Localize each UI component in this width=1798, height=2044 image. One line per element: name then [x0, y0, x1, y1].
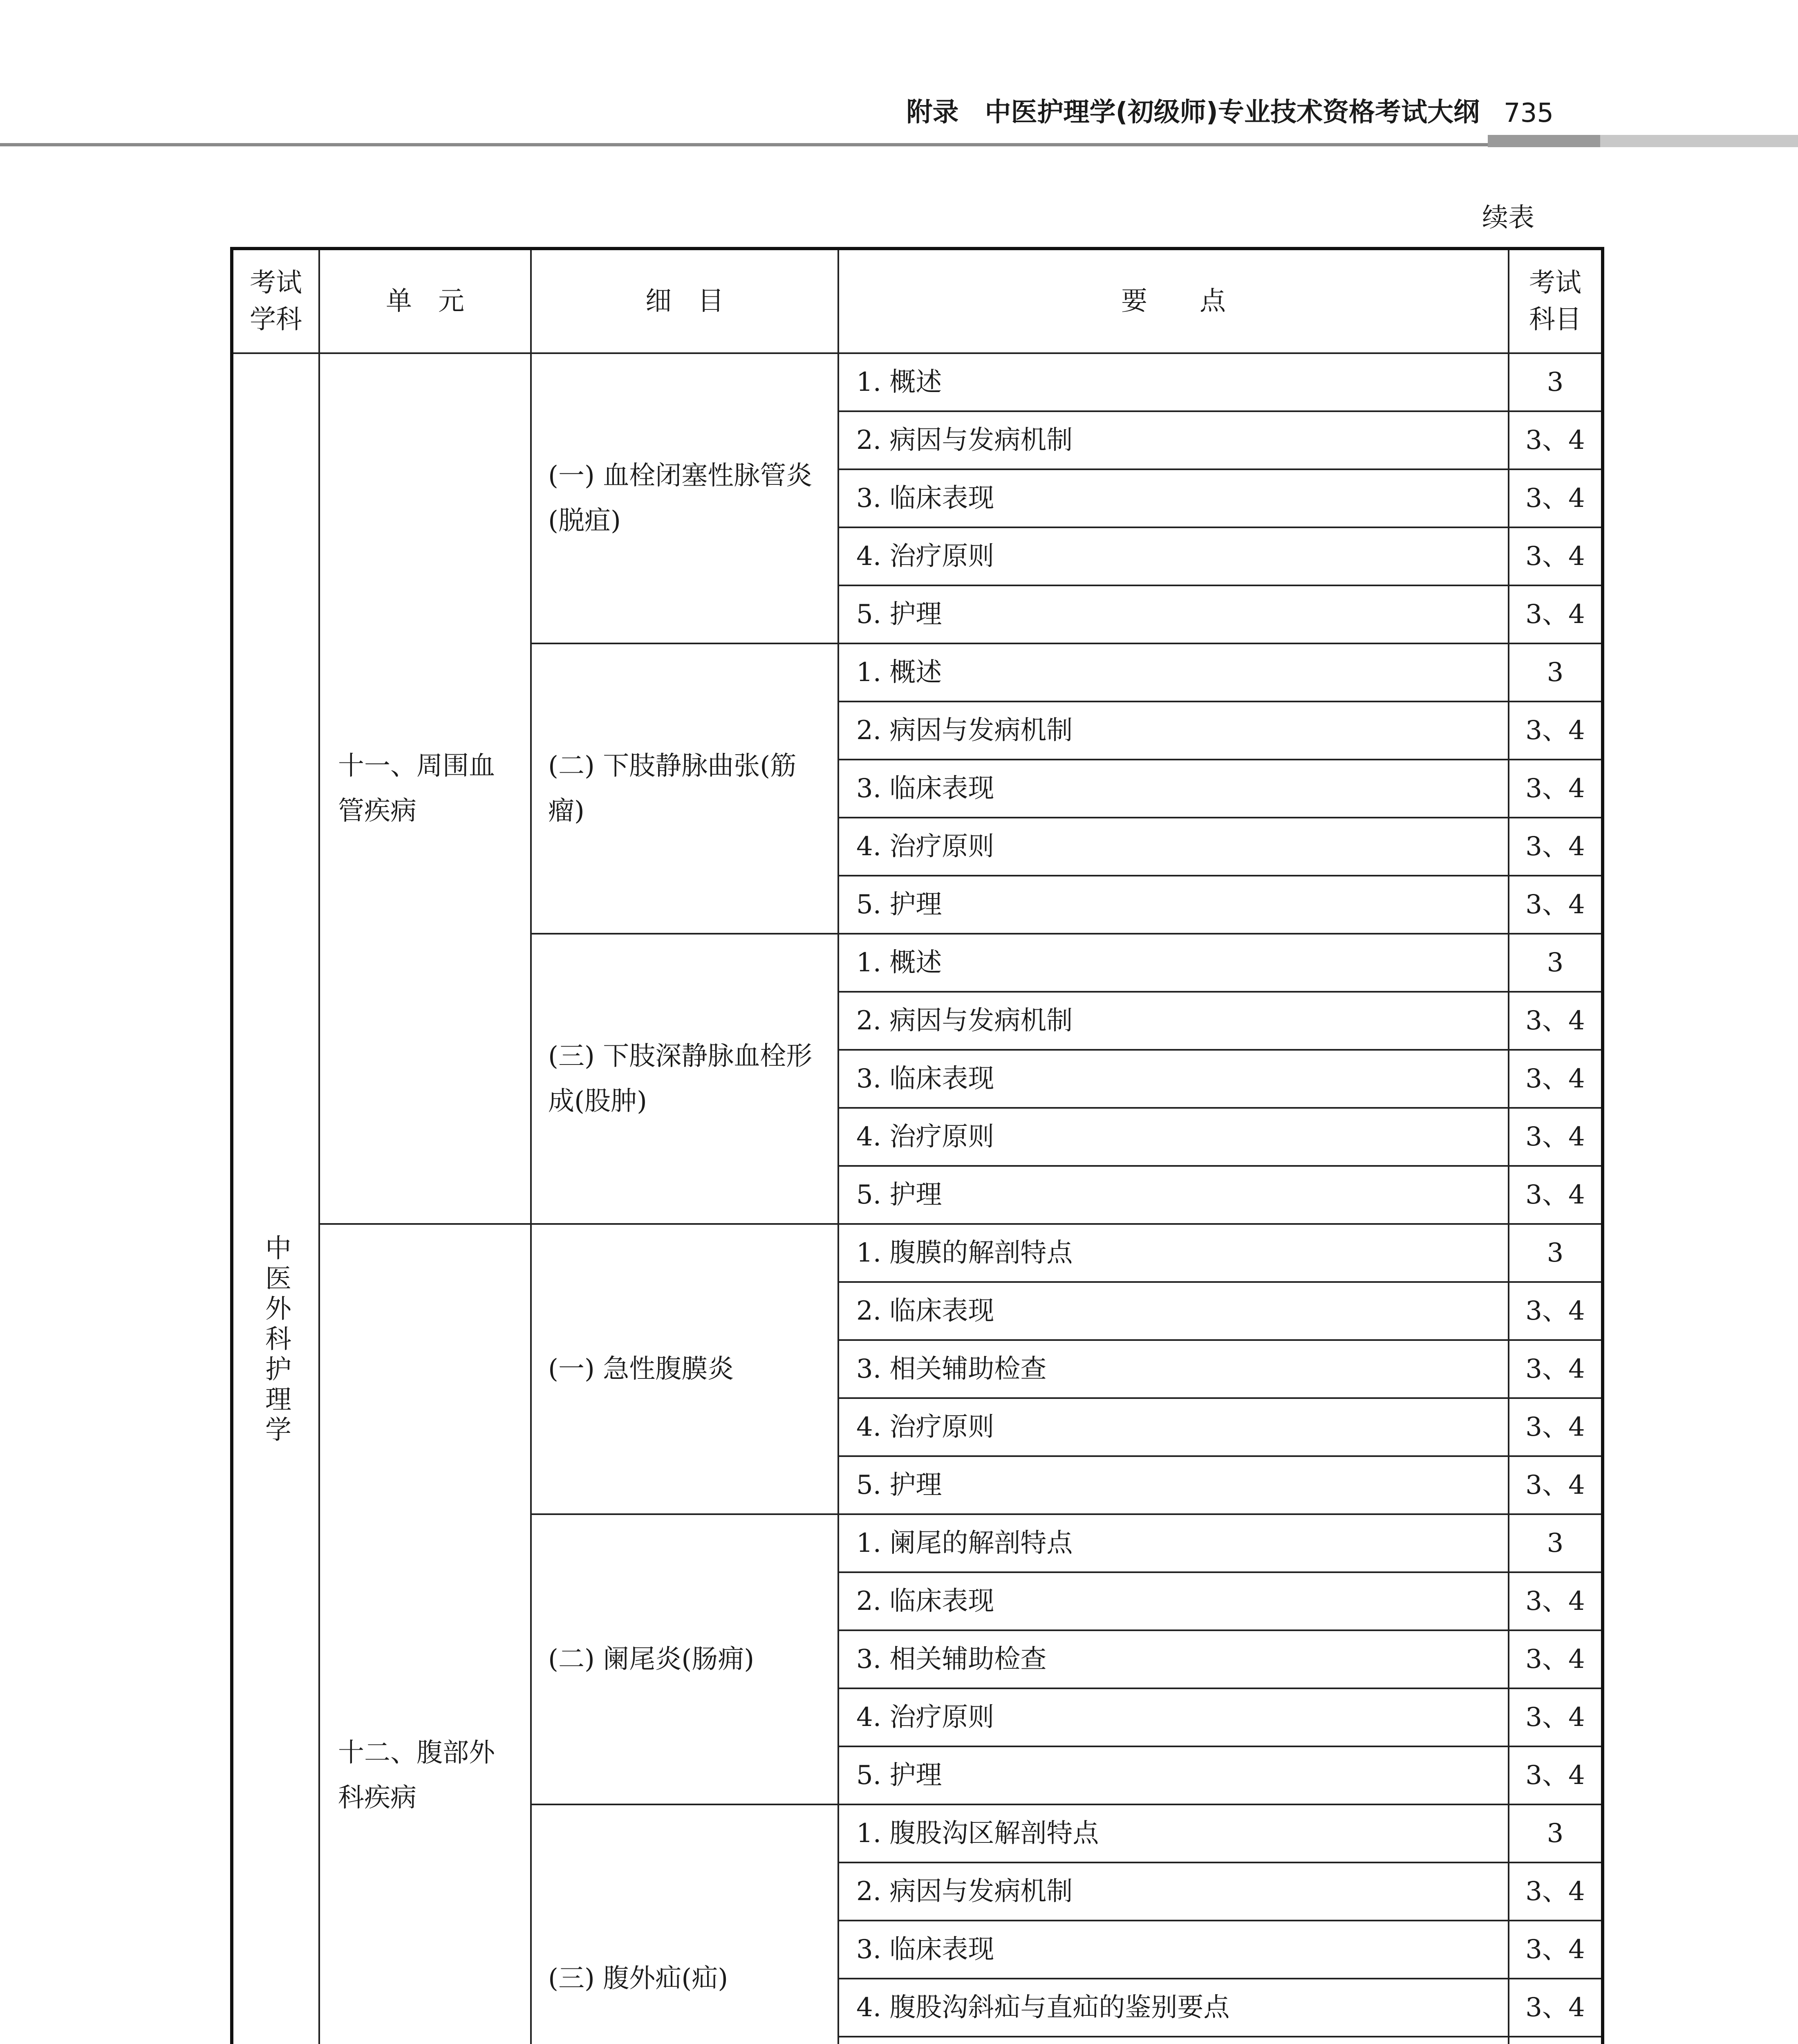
- point-cell: 3. 相关辅助检查: [838, 1630, 1509, 1688]
- level-cell: [1509, 2037, 1603, 2044]
- level-cell: 3、4: [1509, 469, 1603, 527]
- point-cell: 4. 治疗原则: [838, 1398, 1509, 1456]
- point-cell: 3. 临床表现: [838, 1050, 1509, 1108]
- table-body: [232, 353, 1603, 2044]
- header-accent-bar-light: [1600, 135, 1798, 147]
- point-cell: 5. 护理: [838, 1166, 1509, 1224]
- point-cell: 1. 腹膜的解剖特点: [838, 1224, 1509, 1282]
- point-cell: 2. 临床表现: [838, 1282, 1509, 1340]
- header-unit: 单 元: [319, 249, 531, 353]
- point-cell: 2. 病因与发病机制: [838, 702, 1509, 760]
- point-cell: 1. 概述: [838, 643, 1509, 702]
- item-cell: (三) 腹外疝(疝): [531, 1804, 838, 2044]
- unit-cell: 十二、腹部外科疾病: [319, 1224, 531, 2044]
- level-cell: 3、4: [1509, 1108, 1603, 1166]
- level-cell: 3、4: [1509, 1630, 1603, 1688]
- unit-cell: 十一、周围血管疾病: [319, 353, 531, 1224]
- point-cell: 3. 相关辅助检查: [838, 1340, 1509, 1398]
- point-cell: 5. 护理: [838, 876, 1509, 934]
- running-header-title: 附录 中医护理学(初级师)专业技术资格考试大纲: [906, 97, 1480, 128]
- subject-cell: 中医外科护理学: [232, 353, 319, 2044]
- level-cell: 3、4: [1509, 1979, 1603, 2037]
- level-cell: 3: [1509, 1804, 1603, 1862]
- level-cell: 3: [1509, 1224, 1603, 1282]
- page-number: 735: [1503, 98, 1554, 128]
- continued-label: 续表: [1482, 203, 1534, 233]
- point-cell: 4. 治疗原则: [838, 1108, 1509, 1166]
- header-subject: 考试学科: [232, 249, 319, 353]
- header-accent-bar: [1488, 135, 1600, 147]
- level-cell: 3、4: [1509, 1398, 1603, 1456]
- point-cell: 3. 临床表现: [838, 1921, 1509, 1979]
- header-level: 考试科目: [1509, 249, 1603, 353]
- point-cell: [838, 2037, 1509, 2044]
- level-cell: 3、4: [1509, 1921, 1603, 1979]
- point-cell: 1. 腹股沟区解剖特点: [838, 1804, 1509, 1862]
- level-cell: 3、4: [1509, 992, 1603, 1050]
- level-cell: 3、4: [1509, 1746, 1603, 1804]
- level-cell: 3、4: [1509, 585, 1603, 643]
- item-cell: (三) 下肢深静脉血栓形成(股肿): [531, 934, 838, 1224]
- level-cell: 3、4: [1509, 818, 1603, 876]
- level-cell: 3、4: [1509, 1862, 1603, 1921]
- point-cell: 3. 临床表现: [838, 469, 1509, 527]
- level-cell: 3: [1509, 353, 1603, 411]
- level-cell: 3: [1509, 1514, 1603, 1572]
- point-cell: 2. 病因与发病机制: [838, 992, 1509, 1050]
- level-cell: 3、4: [1509, 1282, 1603, 1340]
- item-cell: (二) 阑尾炎(肠痈): [531, 1514, 838, 1804]
- level-cell: 3、4: [1509, 760, 1603, 818]
- point-cell: 4. 腹股沟斜疝与直疝的鉴别要点: [838, 1979, 1509, 2037]
- table-header-row: [232, 249, 1603, 353]
- level-cell: 3、4: [1509, 527, 1603, 585]
- point-cell: 4. 治疗原则: [838, 818, 1509, 876]
- point-cell: 2. 病因与发病机制: [838, 411, 1509, 469]
- level-cell: 3、4: [1509, 411, 1603, 469]
- level-cell: 3: [1509, 643, 1603, 702]
- level-cell: 3、4: [1509, 1340, 1603, 1398]
- level-cell: 3、4: [1509, 1050, 1603, 1108]
- point-cell: 4. 治疗原则: [838, 527, 1509, 585]
- point-cell: 1. 概述: [838, 934, 1509, 992]
- point-cell: 5. 护理: [838, 585, 1509, 643]
- table-row: [232, 1224, 1603, 1282]
- point-cell: 2. 病因与发病机制: [838, 1862, 1509, 1921]
- point-cell: 4. 治疗原则: [838, 1688, 1509, 1746]
- item-cell: (一) 急性腹膜炎: [531, 1224, 838, 1514]
- level-cell: 3、4: [1509, 1688, 1603, 1746]
- header-item: 细 目: [531, 249, 838, 353]
- level-cell: 3、4: [1509, 702, 1603, 760]
- point-cell: 1. 概述: [838, 353, 1509, 411]
- table-row: [232, 353, 1603, 411]
- header-point: 要 点: [838, 249, 1509, 353]
- level-cell: 3、4: [1509, 1572, 1603, 1630]
- level-cell: 3: [1509, 934, 1603, 992]
- level-cell: 3、4: [1509, 1456, 1603, 1514]
- level-cell: 3、4: [1509, 876, 1603, 934]
- point-cell: 5. 护理: [838, 1456, 1509, 1514]
- item-cell: (一) 血栓闭塞性脉管炎(脱疽): [531, 353, 838, 643]
- item-cell: (二) 下肢静脉曲张(筋瘤): [531, 643, 838, 934]
- point-cell: 3. 临床表现: [838, 760, 1509, 818]
- level-cell: 3、4: [1509, 1166, 1603, 1224]
- point-cell: 1. 阑尾的解剖特点: [838, 1514, 1509, 1572]
- point-cell: 5. 护理: [838, 1746, 1509, 1804]
- header-rule: [0, 143, 1600, 146]
- syllabus-table: [230, 247, 1604, 2044]
- point-cell: 2. 临床表现: [838, 1572, 1509, 1630]
